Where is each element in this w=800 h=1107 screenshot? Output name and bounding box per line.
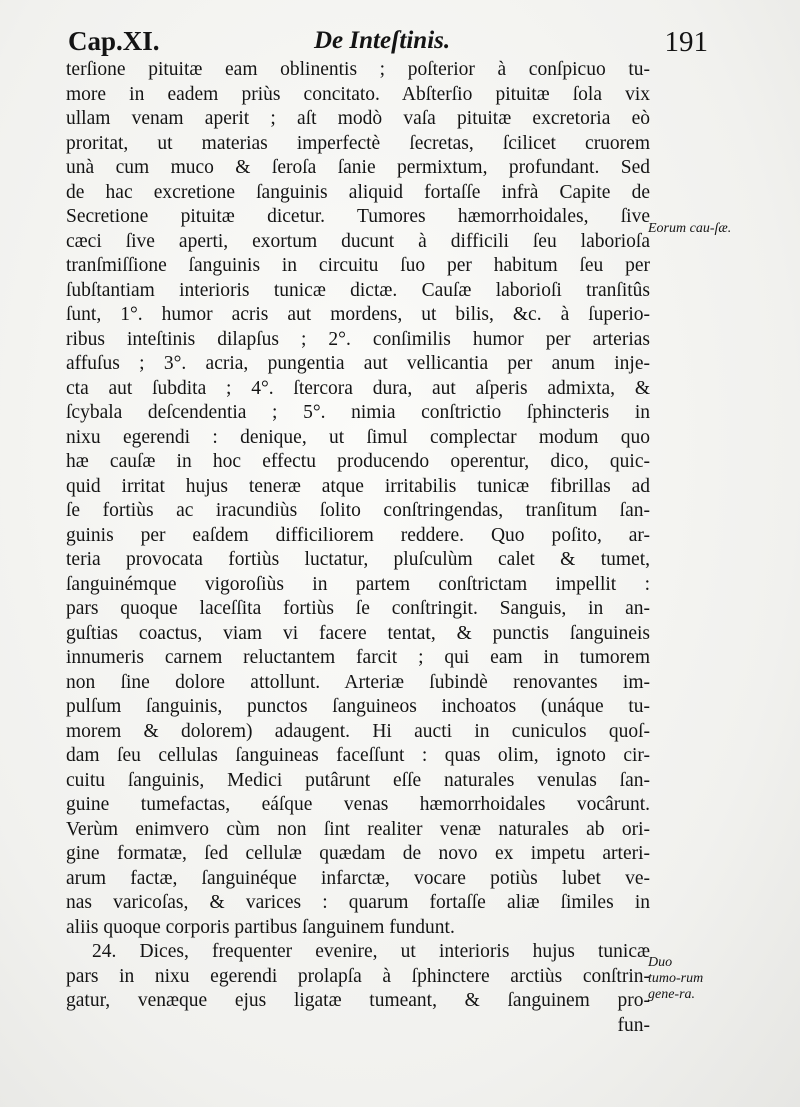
text-line: ſcybala deſcendentia ; 5°. nimia conſtrictio ſphincteris in — [66, 402, 650, 423]
text-line: ſunt, 1°. humor acris aut mordens, ut bilis, &c. à ſuperio- — [66, 304, 650, 325]
text-line: proritat, ut materias imperfectè ſecretas, ſcilicet cruorem — [66, 132, 650, 154]
running-title: De Inteſtinis. — [314, 27, 451, 54]
page-number: 191 — [664, 26, 708, 58]
text-line: pulſum ſanguinis, punctos ſanguineos inchoatos (unáque tu- — [66, 696, 650, 717]
margin-note-causes: Eorum cau-ſæ. — [648, 221, 732, 236]
text-line: ſanguinémque vigoroſiùs in partem conſtrictam impellit : — [66, 573, 650, 595]
catchword-line: fun- — [617, 1014, 650, 1036]
text-line: ribus inteſtinis dilapſus ; 2°. conſimilis humor per arterias — [66, 328, 650, 350]
text-line: nixu egerendi : denique, ut ſimul complectar modum quo — [66, 426, 650, 448]
chapter-label: Cap.XI. — [68, 26, 160, 56]
text-line: innumeris carnem reluctantem farcit ; qui eam in tumorem — [66, 647, 650, 668]
text-line: quid irritat hujus teneræ atque irritabilis tunicæ fibrillas ad — [66, 475, 650, 497]
text-line: unà cum muco & ſeroſa ſanie permixtum, profundant. Sed — [66, 157, 650, 178]
text-line: Secretione pituitæ dicetur. Tumores hæmorrhoidales, ſive — [66, 206, 650, 227]
text-line: guinis per eaſdem difficiliorem reddere. Quo poſito, ar- — [66, 524, 650, 546]
text-line: dam ſeu cellulas ſanguineas faceſſunt : quas olim, ignoto cir- — [66, 745, 650, 766]
text-line: pars in nixu egerendi prolapſa à ſphinctere arctiùs conſtrin- — [66, 965, 650, 987]
text-line: de hac excretione ſanguinis aliquid fortaſſe infrà Capite de — [66, 181, 650, 203]
text-line: affuſus ; 3°. acria, pungentia aut vellicantia per anum inje- — [66, 353, 650, 374]
text-line: ſubſtantiam interioris tunicæ dictæ. Cauſæ laborioſi tranſitûs — [66, 279, 650, 301]
text-line: arum factæ, ſanguinéque infarctæ, vocare potiùs lubet ve- — [66, 867, 650, 889]
text-line: 24. Dices, frequenter evenire, ut interioris hujus tunicæ — [92, 941, 650, 962]
text-line: more in eadem priùs concitato. Abſterſio pituitæ ſola vix — [66, 83, 650, 105]
text-line: non ſine dolore attollunt. Arteriæ ſubindè renovantes im- — [66, 671, 650, 693]
text-line: terſione pituitæ eam oblinentis ; poſterior à conſpicuo tu- — [66, 59, 650, 80]
body-text — [66, 58, 650, 1038]
text-line: gine formatæ, ſed cellulæ quædam de novo ex impetu arteri- — [66, 843, 650, 864]
text-line: Verùm enimvero cùm non ſint realiter venæ naturales ab ori- — [66, 818, 650, 840]
text-line: tranſmiſſione ſanguinis in circuitu ſuo per habitum ſeu per — [66, 255, 650, 276]
running-header — [68, 26, 708, 60]
text-line: cæci ſive aperti, exortum ducunt à difficili ſeu laborioſa — [66, 230, 650, 252]
text-line: cuitu ſanguinis, Medici putârunt eſſe naturales venulas ſan- — [66, 769, 650, 791]
margin-note-two-kinds: Duo tumo-rum gene-ra. — [648, 955, 704, 1002]
text-line: ſe fortiùs ac iracundiùs ſolito conſtringendas, tranſitum ſan- — [66, 500, 650, 521]
text-line: aliis quoque corporis partibus ſanguinem fundunt. — [66, 916, 455, 938]
text-line: hæ cauſæ in hoc effectu producendo operentur, dico, quic- — [66, 451, 650, 472]
text-line: nas varicoſas, & varices : quarum fortaſſe aliæ ſimiles in — [66, 892, 650, 913]
text-line: guine tumefactas, eáſque venas hæmorrhoidales vocârunt. — [66, 794, 650, 815]
text-line: guſtias coactus, viam vi facere tentat, & punctis ſanguineis — [66, 622, 650, 644]
text-line: gatur, venæque ejus ligatæ tumeant, & ſanguinem pro- — [66, 990, 650, 1011]
text-line: pars quoque laceſſita fortiùs ſe conſtringit. Sanguis, in an- — [66, 598, 650, 619]
text-line: cta aut ſubdita ; 4°. ſtercora dura, aut aſperis admixta, & — [66, 377, 650, 399]
text-line: ullam venam aperit ; aſt modò vaſa pituitæ excretoria eò — [66, 108, 650, 129]
text-line: teria provocata fortiùs luctatur, pluſculùm calet & tumet, — [66, 549, 650, 570]
text-line: morem & dolorem) adaugent. Hi aucti in cuniculos quoſ- — [66, 720, 650, 742]
